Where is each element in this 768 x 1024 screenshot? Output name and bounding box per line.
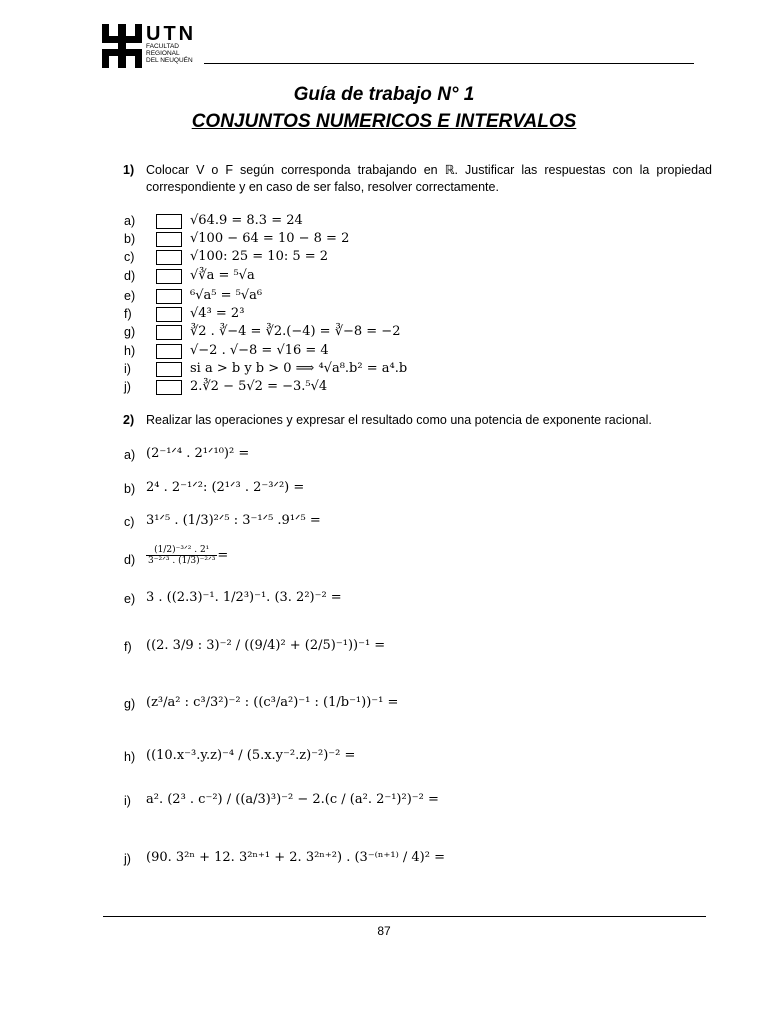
q1-item-letter: f) [124, 307, 132, 321]
q1-item-letter: a) [124, 214, 136, 228]
logo-line-1: FACULTAD [146, 43, 179, 50]
q2-item-expression: (2⁻¹ᐟ⁴ . 2¹ᐟ¹⁰)² = [146, 446, 250, 461]
q2-item-letter: a) [124, 448, 136, 462]
q1-item-expression: ⁶√a⁵ = ⁵√a⁶ [190, 288, 263, 303]
page-title: Guía de trabajo N° 1 [293, 84, 475, 105]
equals-sign: = [217, 548, 229, 563]
q1-item-letter: j) [124, 380, 131, 394]
q1-item-letter: c) [124, 250, 135, 264]
question-1-text: Colocar V o F según corresponda trabajando en ℝ. Justificar las respuestas con la propiedad correspondiente y en caso de ser falso, resolver correctamente. [146, 163, 712, 194]
q2-item-expression: a². (2³ . c⁻²) / ((a/3)³)⁻² − 2.(c / (a². 2⁻¹)²)⁻² = [146, 792, 439, 807]
q2-item-letter: b) [124, 482, 136, 496]
vf-answer-box[interactable] [156, 344, 182, 359]
question-1-number: 1) [123, 163, 135, 177]
page-number: 87 [377, 924, 391, 938]
q1-item-letter: d) [124, 269, 136, 283]
vf-answer-box[interactable] [156, 380, 182, 395]
q2-item-expression: ((2. 3/9 : 3)⁻² / ((9/4)² + (2/5)⁻¹))⁻¹ = [146, 638, 386, 653]
vf-answer-box[interactable] [156, 362, 182, 377]
q2-item-letter: j) [124, 852, 131, 866]
q1-item-letter: b) [124, 232, 136, 246]
footer-rule [103, 916, 706, 917]
vf-answer-box[interactable] [156, 307, 182, 322]
logo-line-3: DEL NEUQUÉN [146, 57, 193, 64]
fraction [146, 545, 217, 566]
utn-emblem-icon [102, 24, 142, 68]
q1-item-expression: √∛a = ⁵√a [190, 268, 255, 283]
vf-answer-box[interactable] [156, 289, 182, 304]
q1-item-letter: h) [124, 344, 136, 358]
q2-item-letter: d) [124, 553, 136, 567]
q1-item-expression: √−2 . √−8 = √16 = 4 [190, 343, 329, 358]
page-subtitle: CONJUNTOS NUMERICOS E INTERVALOS [191, 111, 577, 132]
q1-item-expression: ∛2 . ∛−4 = ∛2.(−4) = ∛−8 = −2 [190, 324, 401, 339]
fraction-denominator: 3⁻²ᐟ³ . (1/3)⁻²ᐟ³ [148, 556, 216, 566]
q1-item-letter: g) [124, 325, 136, 339]
q2-item-letter: c) [124, 515, 135, 529]
fraction-numerator: (1/2)⁻³ᐟ² . 2¹ [146, 545, 217, 556]
q1-item-expression: √100: 25 = 10: 5 = 2 [190, 249, 329, 264]
vf-answer-box[interactable] [156, 325, 182, 340]
q2-item-letter: h) [124, 750, 136, 764]
q2-item-expression: 3 . ((2.3)⁻¹. 1/2³)⁻¹. (3. 2²)⁻² = [146, 590, 342, 605]
logo-line-2: REGIONAL [146, 50, 180, 57]
q2-item-expression [146, 545, 228, 566]
q1-item-letter: e) [124, 289, 136, 303]
q2-item-letter: e) [124, 592, 136, 606]
q1-item-letter: i) [124, 362, 131, 376]
q2-item-expression: ((10.x⁻³.y.z)⁻⁴ / (5.x.y⁻².z)⁻²)⁻² = [146, 748, 356, 763]
q1-item-expression: √64.9 = 8.3 = 24 [190, 213, 303, 228]
q2-item-letter: g) [124, 697, 136, 711]
question-2-text: Realizar las operaciones y expresar el resultado como una potencia de exponente racional. [146, 413, 652, 427]
vf-answer-box[interactable] [156, 214, 182, 229]
logo-text: UTN [146, 23, 197, 45]
q1-item-expression: si a > b y b > 0 ⟹ ⁴√a⁸.b² = a⁴.b [190, 361, 408, 376]
q1-item-expression: √4³ = 2³ [190, 306, 245, 321]
q2-item-letter: f) [124, 640, 132, 654]
vf-answer-box[interactable] [156, 232, 182, 247]
q2-item-expression: (z³/a² : c³/3²)⁻² : ((c³/a²)⁻¹ : (1/b⁻¹))⁻¹ = [146, 695, 399, 710]
q1-item-expression: √100 − 64 = 10 − 8 = 2 [190, 231, 350, 246]
q2-item-expression: (90. 3²ⁿ + 12. 3²ⁿ⁺¹ + 2. 3²ⁿ⁺²) . (3⁻⁽ⁿ⁺¹⁾ / 4)² = [146, 850, 445, 865]
utn-logo [102, 24, 198, 68]
vf-answer-box[interactable] [156, 269, 182, 284]
q1-item-expression: 2.∛2 − 5√2 = −3.⁵√4 [190, 379, 328, 394]
header-rule [204, 63, 694, 64]
q2-item-letter: i) [124, 794, 131, 808]
vf-answer-box[interactable] [156, 250, 182, 265]
q2-item-expression: 2⁴ . 2⁻¹ᐟ²: (2¹ᐟ³ . 2⁻³ᐟ²) = [146, 480, 305, 495]
question-2-number: 2) [123, 413, 135, 427]
q2-item-expression: 3¹ᐟ⁵ . (1/3)²ᐟ⁵ : 3⁻¹ᐟ⁵ .9¹ᐟ⁵ = [146, 513, 321, 528]
